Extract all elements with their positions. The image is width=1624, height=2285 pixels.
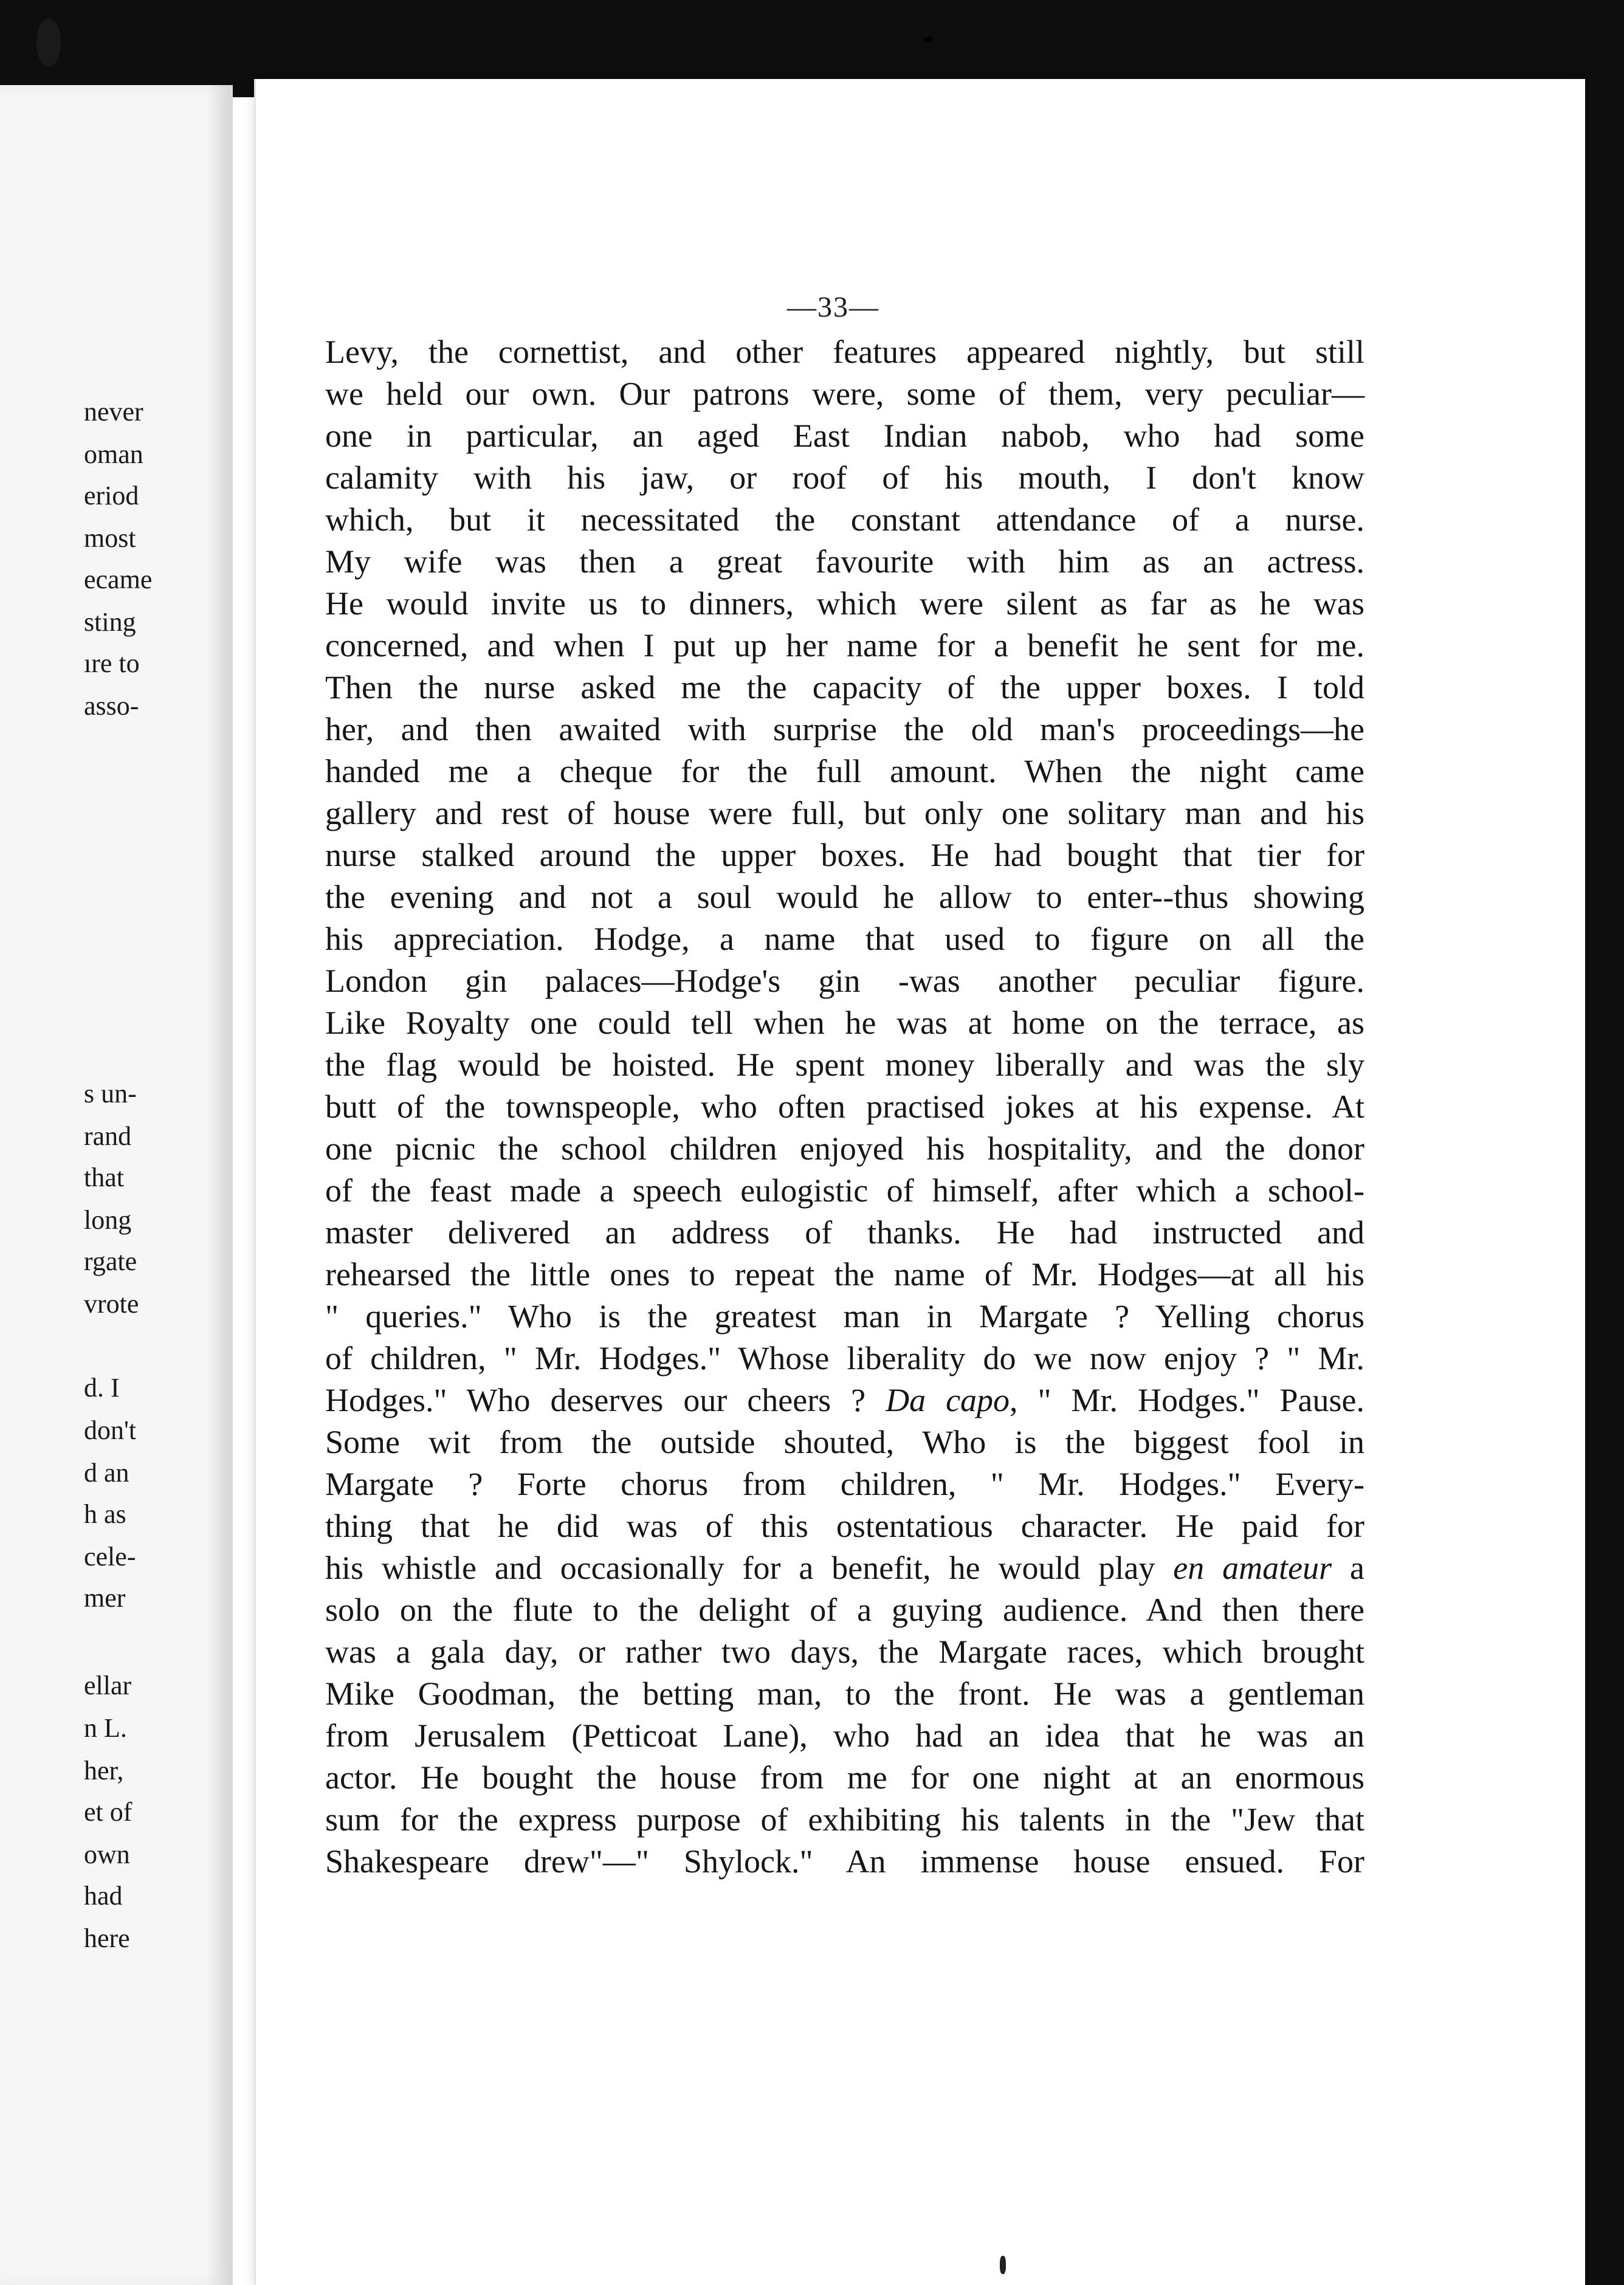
left-page-fragment: d. I bbox=[84, 1373, 120, 1403]
left-page-fragment: here bbox=[84, 1923, 130, 1953]
page-number: —33— bbox=[787, 291, 879, 323]
body-line: solo on the flute to the delight of a guying audience. And then there bbox=[325, 1592, 1364, 1628]
body-line: Shakespeare drew"—" Shylock." An immense house ensued. For bbox=[325, 1843, 1364, 1880]
scan-background-right bbox=[1585, 76, 1624, 2285]
body-line: his whistle and occasionally for a benefit, he would play en amateur a bbox=[325, 1550, 1365, 1586]
left-page-fragment: n L. bbox=[84, 1713, 127, 1743]
body-line: Then the nurse asked me the capacity of the upper boxes. I told bbox=[325, 669, 1364, 706]
left-page-fragment: had bbox=[84, 1881, 123, 1911]
body-line: concerned, and when I put up her name for a benefit he sent for me. bbox=[325, 627, 1364, 664]
body-line: " queries." Who is the greatest man in Margate ? Yelling chorus bbox=[325, 1298, 1364, 1335]
body-line: thing that he did was of this ostentatious character. He paid for bbox=[325, 1508, 1364, 1544]
page-gutter bbox=[207, 85, 231, 2285]
body-line: Mike Goodman, the betting man, to the front. He was a gentleman bbox=[325, 1675, 1364, 1712]
left-page-fragment: eriod bbox=[84, 481, 139, 510]
left-page-fragment: oman bbox=[84, 439, 143, 469]
body-line: one in particular, an aged East Indian nabob, who had some bbox=[325, 417, 1364, 454]
left-page-fragment: ellar bbox=[84, 1671, 132, 1700]
body-line: of children, " Mr. Hodges." Whose liberality do we now enjoy ? " Mr. bbox=[325, 1340, 1364, 1376]
body-line: the evening and not a soul would he allow to enter--thus showing bbox=[325, 879, 1364, 915]
left-page-fragment: asso- bbox=[84, 691, 139, 721]
body-line: London gin palaces—Hodge's gin -was another peculiar figure. bbox=[325, 963, 1364, 999]
left-page-fragment: s un- bbox=[84, 1079, 137, 1108]
body-line: one picnic the school children enjoyed his hospitality, and the donor bbox=[325, 1130, 1364, 1167]
scan-speck bbox=[924, 36, 932, 43]
body-line: He would invite us to dinners, which were silent as far as he was bbox=[325, 585, 1364, 622]
body-line: from Jerusalem (Petticoat Lane), who had an idea that he was an bbox=[325, 1717, 1364, 1754]
scan-speck bbox=[1000, 2256, 1006, 2274]
body-line: Hodges." Who deserves our cheers ? Da capo, " Mr. Hodges." Pause. bbox=[325, 1382, 1364, 1418]
left-page-fragment: ıre to bbox=[84, 648, 140, 678]
left-page-fragment: mer bbox=[84, 1583, 126, 1613]
body-line: butt of the townspeople, who often practised jokes at his expense. At bbox=[325, 1088, 1364, 1125]
body-line: was a gala day, or rather two days, the Margate races, which brought bbox=[325, 1634, 1364, 1670]
body-line: we held our own. Our patrons were, some of them, very peculiar— bbox=[325, 376, 1364, 412]
left-page-fragment: rand bbox=[84, 1121, 132, 1151]
body-line: handed me a cheque for the full amount. When the night came bbox=[325, 753, 1364, 789]
body-line: Like Royalty one could tell when he was at home on the terrace, as bbox=[325, 1005, 1364, 1041]
left-page-fragment: most bbox=[84, 523, 136, 553]
left-page-fragment: et of bbox=[84, 1797, 132, 1827]
left-page-fragment: long bbox=[84, 1205, 132, 1235]
left-page-fragment: cele- bbox=[84, 1542, 136, 1572]
body-line: Some wit from the outside shouted, Who is the biggest fool in bbox=[325, 1424, 1364, 1460]
body-line: Levy, the cornettist, and other features appeared nightly, but still bbox=[325, 334, 1364, 370]
body-line: actor. He bought the house from me for one night at an enormous bbox=[325, 1759, 1364, 1796]
body-line: My wife was then a great favourite with him as an actress. bbox=[325, 543, 1364, 580]
left-page-fragment: vrote bbox=[84, 1289, 139, 1319]
left-page-fragment: own bbox=[84, 1840, 130, 1869]
left-page-fragment: her, bbox=[84, 1756, 124, 1785]
body-text bbox=[325, 331, 1364, 1883]
left-page-fragment: never bbox=[84, 397, 143, 427]
left-page-fragment: sting bbox=[84, 607, 136, 637]
body-line: gallery and rest of house were full, but only one solitary man and his bbox=[325, 795, 1364, 831]
body-line: the flag would be hoisted. He spent money liberally and was the sly bbox=[325, 1046, 1364, 1083]
body-line: her, and then awaited with surprise the old man's proceedings—he bbox=[325, 711, 1364, 747]
body-line: sum for the express purpose of exhibiting his talents in the "Jew that bbox=[325, 1801, 1364, 1838]
body-line: of the feast made a speech eulogistic of himself, after which a school- bbox=[325, 1172, 1364, 1209]
left-page-fragment: rgate bbox=[84, 1246, 137, 1276]
body-line: master delivered an address of thanks. He had instructed and bbox=[325, 1214, 1364, 1251]
left-page-fragment: ecame bbox=[84, 565, 153, 594]
body-line: calamity with his jaw, or roof of his mouth, I don't know bbox=[325, 459, 1364, 496]
left-page-fragment: d an bbox=[84, 1458, 129, 1488]
left-page-fragment: h as bbox=[84, 1499, 126, 1529]
body-line: which, but it necessitated the constant attendance of a nurse. bbox=[325, 501, 1364, 538]
body-line: Margate ? Forte chorus from children, " Mr. Hodges." Every- bbox=[325, 1466, 1364, 1502]
body-line: his appreciation. Hodge, a name that used to figure on all the bbox=[325, 921, 1364, 957]
left-page-fragment: don't bbox=[84, 1415, 137, 1445]
left-page-fragment: that bbox=[84, 1163, 124, 1192]
body-line: nurse stalked around the upper boxes. He had bought that tier for bbox=[325, 837, 1364, 873]
body-line: rehearsed the little ones to repeat the name of Mr. Hodges—at all his bbox=[325, 1256, 1364, 1293]
scan-speck bbox=[36, 18, 61, 67]
left-facing-page bbox=[0, 85, 233, 2285]
